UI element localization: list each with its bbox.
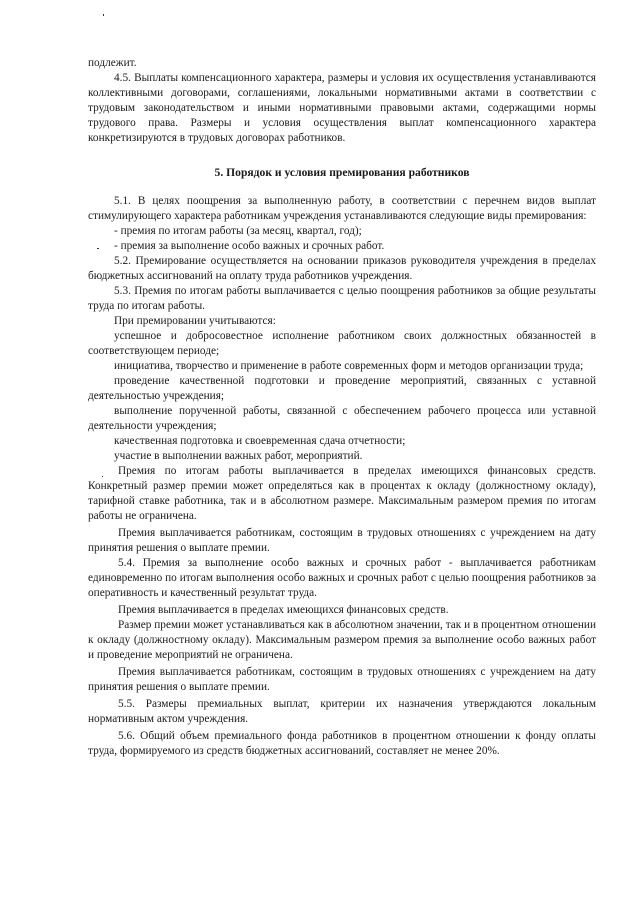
section-title: 5. Порядок и условия премирования работников	[214, 166, 470, 179]
paragraph-5-3: 5.3. Премия по итогам работы выплачивается с целью поощрения работников за общие результаты труда по итогам работы.	[88, 285, 596, 312]
scan-speck	[103, 14, 104, 16]
criteria-item: успешное и добросовестное исполнение работником своих должностных обязанностей в соответствующем периоде;	[88, 330, 596, 357]
paragraph-5-5: 5.5. Размеры премиальных выплат, критерии их назначения утверждаются локальным нормативным актом учреждения.	[88, 698, 596, 725]
criteria-item: участие в выполнении важных работ, мероприятий.	[114, 450, 363, 462]
criteria-item: качественная подготовка и своевременная сдача отчетности;	[114, 435, 406, 447]
paragraph-size: Размер премии может устанавливаться как в абсолютном значении, так и в процентном отношении к окладу (должностному окладу). Максимальным размером премия за выполнение особо важных работ и проведение мероприятий не ограничена.	[88, 619, 596, 661]
paragraph-paid-1: Премия выплачивается работникам, состоящим в трудовых отношениях с учреждением на дату принятия решения о выплате премии.	[88, 527, 596, 554]
list-item: - премия за выполнение особо важных и срочных работ.	[114, 240, 385, 252]
list-item: - премия по итогам работы (за месяц, квартал, год);	[114, 225, 362, 237]
paragraph-limit-2: Премия выплачивается в пределах имеющихся финансовых средств.	[118, 604, 449, 616]
document-body	[88, 56, 596, 759]
paragraph-5-6: 5.6. Общий объем премиального фонда работников в процентном отношении к фонду оплаты труда, формируемого из средств бюджетных ассигнований, составляет не менее 20%.	[88, 730, 596, 757]
paragraph-limit-1: Премия по итогам работы выплачивается в пределах имеющихся финансовых средств. Конкретный размер премии может определяться как в процентах к окладу (должностному окладу), тарифной ставке работника, так и в абсолютном размере. Максимальным размером премия по итогам работы не ограничена.	[88, 465, 596, 522]
paragraph-5-1: 5.1. В целях поощрения за выполненную работу, в соответствии с перечнем видов выплат стимулирующего характера работникам учреждения устанавливаются следующие виды премирования:	[88, 195, 596, 222]
paragraph-intro: подлежит.	[88, 57, 137, 69]
paragraph-5-2: 5.2. Премирование осуществляется на основании приказов руководителя учреждения в пределах бюджетных ассигнований на оплату труда работников учреждения.	[88, 255, 596, 282]
criteria-item: проведение качественной подготовки и проведение мероприятий, связанных с уставной деятельностью учреждения;	[88, 375, 596, 402]
criteria-item: выполнение порученной работы, связанной с обеспечением рабочего процесса или уставной деятельности учреждения;	[88, 405, 596, 432]
paragraph-paid-2: Премия выплачивается работникам, состоящим в трудовых отношениях с учреждением на дату принятия решения о выплате премии.	[88, 666, 596, 693]
paragraph-criteria: При премировании учитываются:	[114, 315, 276, 327]
paragraph-5-4: 5.4. Премия за выполнение особо важных и срочных работ - выплачивается работникам единовременно по итогам выполнения особо важных и срочных работ с целью поощрения работников за оперативность и качественный результат труда.	[88, 557, 596, 599]
paragraph-4-5: 4.5. Выплаты компенсационного характера, размеры и условия их осуществления устанавливаются коллективными договорами, соглашениями, локальными нормативными актами в соответствии с трудовым законодательством и иными нормативными правовыми актами, содержащими нормы трудового права. Размеры и условия осуществления выплат компенсационного характера конкретизируются в трудовых договорах работников.	[88, 72, 596, 144]
criteria-item: инициатива, творчество и применение в работе современных форм и методов организации труда;	[114, 360, 584, 372]
